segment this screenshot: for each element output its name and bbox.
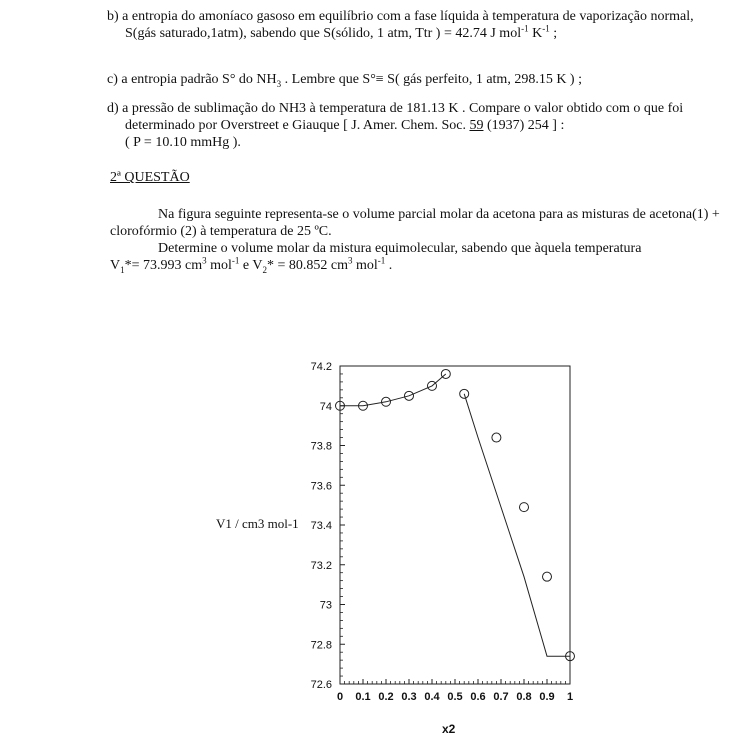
item-b-end: ; [549, 26, 558, 41]
v2-symbol: e V [239, 258, 263, 273]
x-tick-label: 0.8 [516, 691, 532, 703]
y-axis-label [216, 516, 299, 532]
item-c-text [107, 71, 727, 88]
y-tick-label: 72.6 [310, 679, 332, 691]
y-tick-label: 73.6 [310, 480, 332, 493]
x-tick-label: 1 [566, 691, 574, 703]
item-b-body: b) a entropia do amoníaco gasoso em equilíbrio com a fase líquida à temperatura de vaporização normal, S(gás saturado,1atm), sabendo que S(sólido, 1 atm, Ttr ) = 42.74 J mol [107, 9, 694, 41]
molar-volumes [110, 257, 720, 274]
item-d-end: (1937) 254 ] : [483, 118, 565, 133]
section-title: 2ª QUESTÃO [110, 170, 190, 185]
y-tick-label: 73.4 [310, 520, 332, 532]
question-paragraph-1-text: Na figura seguinte representa-se o volume parcial molar da acetona para as misturas de acetona(1) + clorofórmio (2) à temperatura de 25 ºC. [110, 207, 720, 239]
v1-exp: 3 [202, 255, 207, 266]
y-axis-label-text: V1 / cm3 mol-1 [216, 516, 299, 531]
x-axis-label [442, 722, 455, 736]
y-tick-label: 72.8 [310, 639, 332, 652]
v1-symbol: V [110, 258, 121, 273]
item-d-body: d) a pressão de sublimação do NH3 à temperatura de 181.13 K . Compare o valor obtido com o que foi determinado por Overstreet e Giauque [ J. Amer. Chem. Soc. [107, 101, 684, 133]
series-right-line [464, 394, 570, 656]
item-c-body: c) a entropia padrão S° do NH [107, 72, 277, 87]
v2-end: . [385, 258, 393, 273]
item-b-exp2: -1 [542, 23, 550, 34]
v1-unit-exp: -1 [231, 255, 240, 266]
x-axis-label-text: x2 [442, 722, 456, 736]
v2-sub: 2 [262, 264, 267, 275]
data-point [543, 572, 552, 581]
y-tick-label: 73.2 [310, 559, 332, 572]
v2-unit: mol [352, 258, 378, 273]
data-point [441, 369, 450, 378]
item-d-text [107, 100, 733, 151]
v2-exp: 3 [347, 255, 353, 266]
v2-value: * = 80.852 cm [266, 258, 348, 273]
v1-unit: mol [206, 258, 232, 273]
y-tick-label: 74.2 [310, 361, 332, 373]
data-point [492, 433, 501, 442]
item-c-sub: 3 [276, 78, 282, 89]
partial-molar-volume-chart [290, 356, 590, 746]
x-tick-label: 0.1 [355, 691, 371, 703]
item-b-exp1: -1 [521, 23, 529, 34]
y-tick-label: 73 [319, 599, 332, 612]
plot-frame [340, 366, 570, 684]
item-b-text [107, 8, 725, 42]
v1-value: *= 73.993 cm [124, 258, 203, 273]
item-c-end: . Lembre que S°≡ S( gás perfeito, 1 atm, 298.15 K ) ; [281, 72, 582, 87]
question-paragraph-2 [110, 240, 720, 274]
x-tick-label: 0.7 [493, 691, 509, 703]
item-b-unit: K [528, 26, 543, 41]
item-d-volume: 59 [469, 118, 484, 133]
item-d-pressure: ( P = 10.10 mmHg ). [125, 135, 241, 150]
data-point [520, 503, 529, 512]
question-paragraph-2-line1: Determine o volume molar da mistura equimolecular, sabendo que àquela temperatura [158, 241, 642, 256]
x-tick-label: 0.9 [539, 691, 555, 703]
x-tick-label: 0.5 [447, 691, 463, 703]
x-tick-label: 0.2 [378, 691, 394, 703]
x-tick-label: 0.4 [424, 691, 440, 703]
x-tick-label: 0 [336, 691, 344, 703]
v2-unit-exp: -1 [377, 255, 386, 266]
y-tick-label: 73.8 [310, 440, 332, 453]
y-tick-label: 74 [319, 400, 332, 413]
question-paragraph-1 [110, 206, 720, 240]
x-tick-label: 0.6 [470, 691, 486, 703]
v1-sub: 1 [120, 264, 125, 275]
x-tick-label: 0.3 [401, 691, 417, 703]
